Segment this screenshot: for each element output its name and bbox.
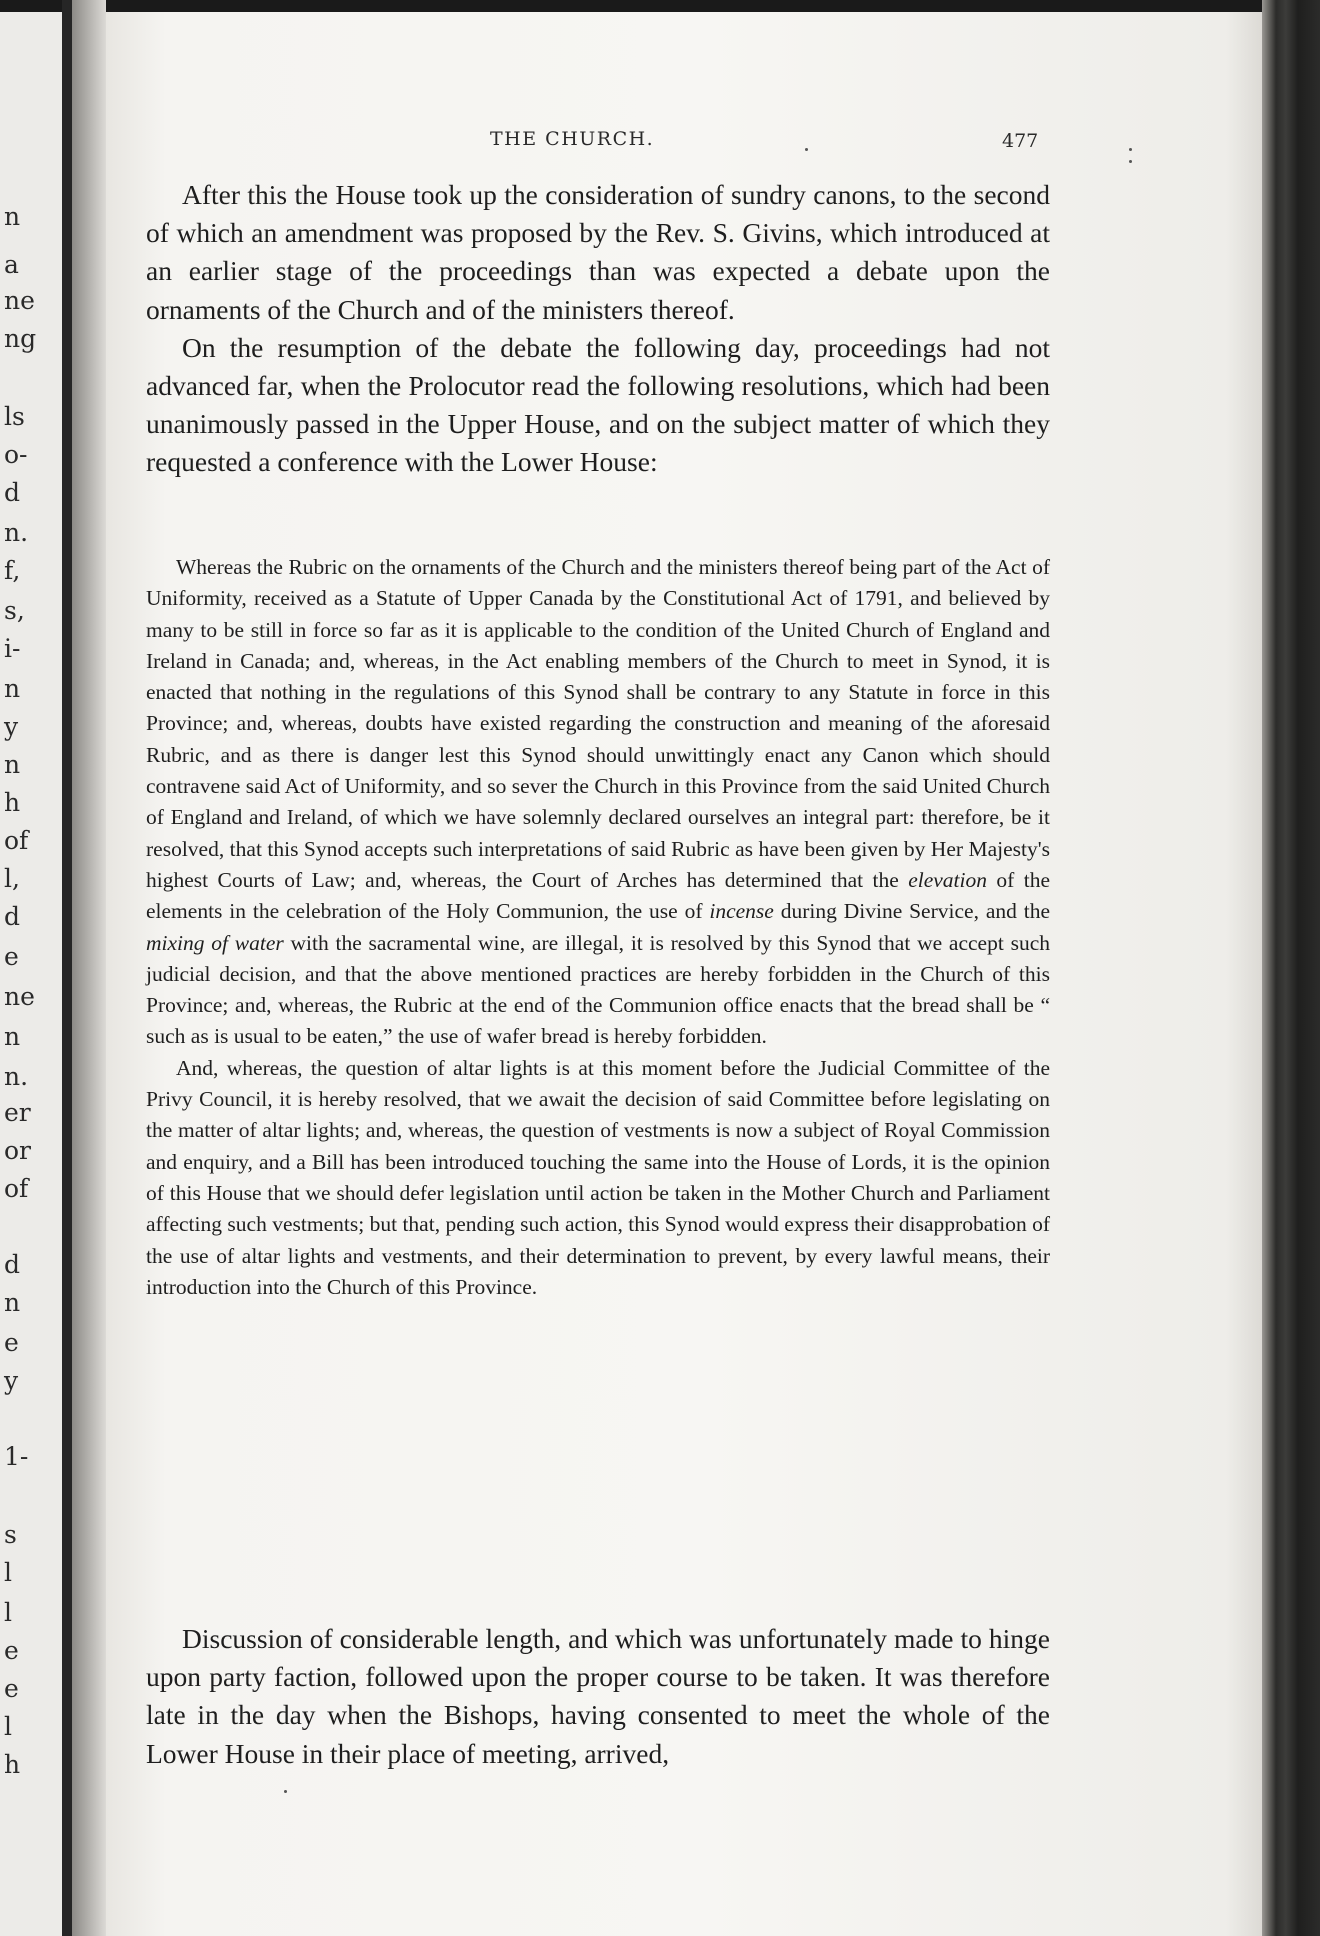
emphasis-mixing-of-water: mixing of water <box>146 930 284 955</box>
resolution-text: during Divine Service, and the <box>773 899 1050 924</box>
page-number: 477 <box>1002 130 1039 152</box>
narrative-block <box>146 176 1050 482</box>
facing-page-fragment: a <box>4 250 19 279</box>
facing-page-fragment: y <box>4 1366 19 1395</box>
facing-page-fragment: n <box>4 1288 21 1317</box>
facing-page-fragment: n <box>4 750 21 779</box>
facing-page-fragment: s <box>4 1520 17 1549</box>
facing-page-fragment: f, <box>4 556 21 585</box>
emphasis-elevation: elevation <box>908 867 987 892</box>
resolution-paragraph: And, whereas, the question of altar lights is at this moment before the Judicial Committee of the Privy Council, it is hereby resolved, that we await the decision of said Committee before legislating on the matter of altar lights; and, whereas, the question of vestments is now a subject of Royal Commission and enquiry, and a Bill has been introduced touching the same into the House of Lords, it is the opinion of this House that we should defer legislation until action be taken in the Mother Church and Parliament affecting such vestments; but that, pending such action, this Synod would express their disapprobation of the use of altar lights and vestments, and their determination to prevent, by every lawful means, their introduction into the Church of this Province. <box>146 1055 1050 1299</box>
page-stack-edge <box>1262 0 1320 1936</box>
facing-page-fragment: e <box>4 942 19 971</box>
scan-top-border <box>0 0 1320 12</box>
facing-page-fragment: n <box>4 674 21 703</box>
facing-page-fragment: ng <box>4 324 37 353</box>
facing-page-fragment: 1- <box>4 1442 29 1471</box>
scan-speck <box>284 1790 287 1793</box>
facing-page-fragment: n. <box>4 518 29 547</box>
facing-page-fragment: e <box>4 1328 19 1357</box>
facing-page-fragment: ls <box>4 402 25 431</box>
facing-page-fragment: or <box>4 1136 32 1165</box>
resolution-text: Whereas the Rubric on the ornaments of the Church and the ministers thereof being part of the Act of Uniformity, received as a Statute of Upper Canada by the Constitutional Act of 1791, and believed by many to be still in force so far as it is applicable to the condition of the United Church of England and Ireland in Canada; and, whereas, in the Act enabling members of the Church to meet in Synod, it is enacted that nothing in the regulations of this Synod shall be contrary to any Statute in force in this Province; and, whereas, doubts have existed regarding the construction and meaning of the aforesaid Rubric, and as there is danger lest this Synod should unwittingly enact any Canon which should contravene said Act of Uniformity, and so sever the Church in this Province from the said United Church of England and Ireland, of which we have solemnly declared ourselves an integral part: therefore, be it resolved, that this Synod accepts such interpretations of said Rubric as have been given by Her Majesty's highest Courts of Law; and, whereas, the Court of Arches has determined that the <box>146 555 1050 892</box>
body-paragraph: On the resumption of the debate the following day, proceedings had not advanced far, when the Prolocutor read the following resolutions, which had been unanimously passed in the Upper House, and on the subject matter of which they requested a conference with the Lower House: <box>146 331 1050 478</box>
resolution-text: with the sacramental wine, are illegal, it is resolved by this Synod that we accept such judicial decision, and that the above mentioned practices are hereby forbidden in the Church of this Province; and, whereas, the Rubric at the end of the Communion office enacts that the bread shall be “ such as is usual to be eaten,” the use of wafer bread is hereby forbidden. <box>146 930 1050 1049</box>
closing-block <box>146 1620 1050 1773</box>
facing-page-fragment: l <box>4 1712 12 1741</box>
facing-page-fragment: er <box>4 1098 31 1127</box>
scan-speck <box>1129 148 1132 151</box>
running-head <box>0 118 1320 158</box>
resolution-text: of the elements in the celebration of the Holy Communion, the use of <box>146 867 1050 924</box>
body-paragraph: After this the House took up the consideration of sundry canons, to the second of which an amendment was proposed by the Rev. S. Givins, which introduced at an earlier stage of the proceedings than was expected a debate upon the ornaments of the Church and of the ministers thereof. <box>146 179 1050 325</box>
scan-speck <box>805 148 808 151</box>
facing-page-fragment: d <box>4 1250 21 1279</box>
facing-page-fragment: h <box>4 788 21 817</box>
facing-page-fragment: i- <box>4 634 21 663</box>
facing-page-fragment: d <box>4 902 21 931</box>
facing-page-fragment: ne <box>4 982 35 1011</box>
gutter-shadow <box>72 0 106 1936</box>
facing-page-fragment: e <box>4 1636 19 1665</box>
facing-page-fragment: d <box>4 478 21 507</box>
facing-page-fragment: e <box>4 1674 19 1703</box>
facing-page-fragment: l, <box>4 864 20 893</box>
facing-page-fragment: h <box>4 1750 21 1779</box>
resolution-paragraph <box>146 552 1050 1053</box>
facing-page-fragment: of <box>4 1174 29 1203</box>
scan-speck <box>1129 160 1132 163</box>
facing-page-fragment: y <box>4 712 19 741</box>
facing-page-edge <box>0 12 62 1936</box>
running-head-title: THE CHURCH. <box>490 128 655 150</box>
facing-page-fragment: l <box>4 1558 12 1587</box>
closing-paragraph: Discussion of considerable length, and which was unfortunately made to hinge upon party faction, followed upon the proper course to be taken. It was therefore late in the day when the Bishops, having consented to meet the whole of the Lower House in their place of meeting, arrived, <box>146 1623 1050 1769</box>
facing-page-fragment: n <box>4 202 21 231</box>
facing-page-fragment: n <box>4 1022 21 1051</box>
facing-page-fragment: n. <box>4 1062 29 1091</box>
resolution-extract <box>146 552 1050 1303</box>
facing-page-fragment: o- <box>4 440 28 469</box>
facing-page-fragment: s, <box>4 596 25 625</box>
emphasis-incense: incense <box>709 899 774 924</box>
facing-page-fragment: l <box>4 1598 12 1627</box>
facing-page-fragment: ne <box>4 286 35 315</box>
binding-gutter <box>62 0 72 1936</box>
facing-page-fragment: of <box>4 826 29 855</box>
